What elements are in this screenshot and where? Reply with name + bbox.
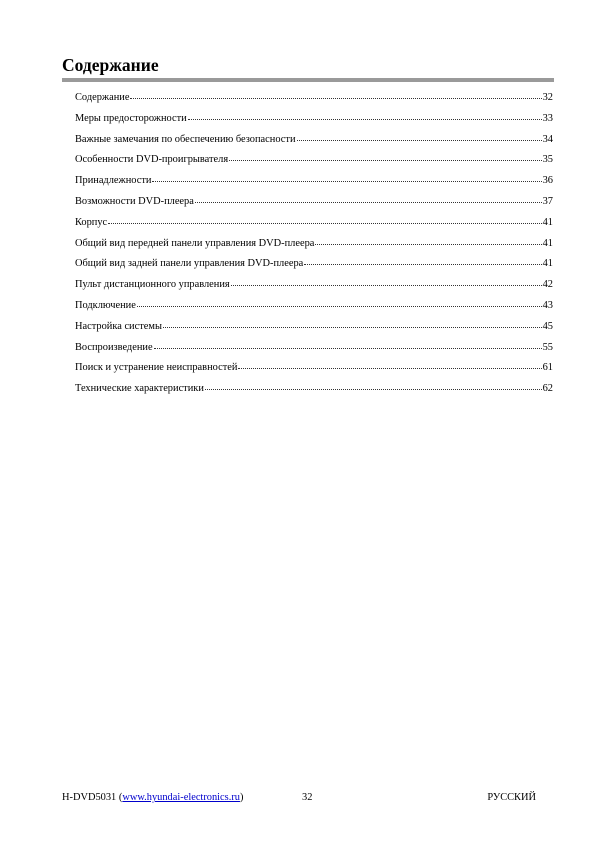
toc-leader — [154, 347, 542, 349]
toc-entry[interactable] — [75, 338, 553, 359]
toc-entry[interactable] — [75, 296, 553, 317]
toc-leader — [229, 159, 542, 161]
toc-entry-page: 55 — [542, 341, 553, 353]
toc-entry-title: Общий вид передней панели управления DVD-плеера — [75, 237, 315, 249]
toc-entry[interactable] — [75, 109, 553, 130]
toc-entry-title: Воспроизведение — [75, 341, 153, 353]
toc-leader — [297, 139, 542, 141]
table-of-contents — [75, 88, 553, 400]
toc-entry-page: 32 — [542, 92, 553, 103]
toc-entry-page: 35 — [542, 154, 553, 166]
toc-entry-page: 42 — [542, 279, 553, 291]
toc-entry-title: Важные замечания по обеспечению безопасности — [75, 133, 296, 145]
toc-leader — [188, 118, 542, 120]
toc-entry[interactable] — [75, 379, 553, 400]
toc-entry-title: Пульт дистанционного управления — [75, 279, 230, 291]
toc-entry[interactable] — [75, 150, 553, 171]
toc-entry-title: Поиск и устранение неисправностей — [75, 362, 238, 374]
toc-entry-page: 43 — [542, 299, 553, 311]
toc-leader — [231, 284, 542, 286]
title-rule — [62, 78, 554, 82]
toc-leader — [163, 326, 542, 328]
toc-entry-title: Настройка системы — [75, 320, 162, 332]
toc-leader — [195, 201, 542, 203]
toc-entry-title: Общий вид задней панели управления DVD-плеера — [75, 258, 304, 270]
toc-leader — [205, 388, 542, 390]
toc-leader — [315, 243, 541, 245]
toc-leader — [238, 367, 541, 369]
toc-leader — [152, 180, 541, 182]
footer-model-info — [62, 791, 243, 805]
toc-entry[interactable] — [75, 88, 553, 109]
toc-entry[interactable] — [75, 317, 553, 338]
page-footer — [62, 791, 536, 805]
toc-entry-page: 37 — [542, 195, 553, 207]
toc-entry-page: 62 — [542, 383, 553, 395]
footer-language: РУССКИЙ — [487, 792, 536, 803]
toc-entry[interactable] — [75, 275, 553, 296]
toc-entry-page: 34 — [542, 133, 553, 145]
toc-entry-page: 61 — [542, 362, 553, 374]
footer-model: H-DVD5031 — [62, 792, 117, 803]
website-link[interactable]: www.hyundai-electronics.ru — [122, 792, 240, 803]
toc-entry-page: 36 — [542, 175, 553, 187]
toc-entry-title: Принадлежности — [75, 175, 152, 187]
toc-leader — [137, 305, 542, 307]
toc-entry-page: 33 — [542, 112, 553, 124]
toc-entry-page: 41 — [542, 237, 553, 249]
toc-leader — [130, 97, 541, 99]
toc-entry[interactable] — [75, 358, 553, 379]
toc-entry[interactable] — [75, 234, 553, 255]
toc-entry-page: 45 — [542, 320, 553, 332]
toc-entry-title: Возможности DVD-плеера — [75, 195, 194, 207]
toc-entry-title: Меры предосторожности — [75, 112, 187, 124]
footer-close-paren: ) — [239, 792, 244, 803]
footer-page-number: 32 — [302, 792, 313, 803]
toc-entry-title: Технические характеристики — [75, 383, 204, 395]
toc-entry-title: Содержание — [75, 92, 130, 103]
toc-entry-title: Особенности DVD-проигрывателя — [75, 154, 229, 166]
page-title: Содержание — [62, 55, 159, 75]
toc-entry-page: 41 — [542, 216, 553, 228]
toc-entry-title: Подключение — [75, 299, 136, 311]
toc-entry[interactable] — [75, 130, 553, 151]
footer-open-paren: ( — [118, 792, 123, 803]
toc-entry[interactable] — [75, 171, 553, 192]
toc-leader — [304, 263, 541, 265]
toc-entry[interactable] — [75, 192, 553, 213]
toc-entry-title: Корпус — [75, 216, 108, 228]
toc-entry-page: 41 — [542, 258, 553, 270]
toc-entry[interactable] — [75, 254, 553, 275]
toc-entry[interactable] — [75, 213, 553, 234]
toc-leader — [108, 222, 541, 224]
